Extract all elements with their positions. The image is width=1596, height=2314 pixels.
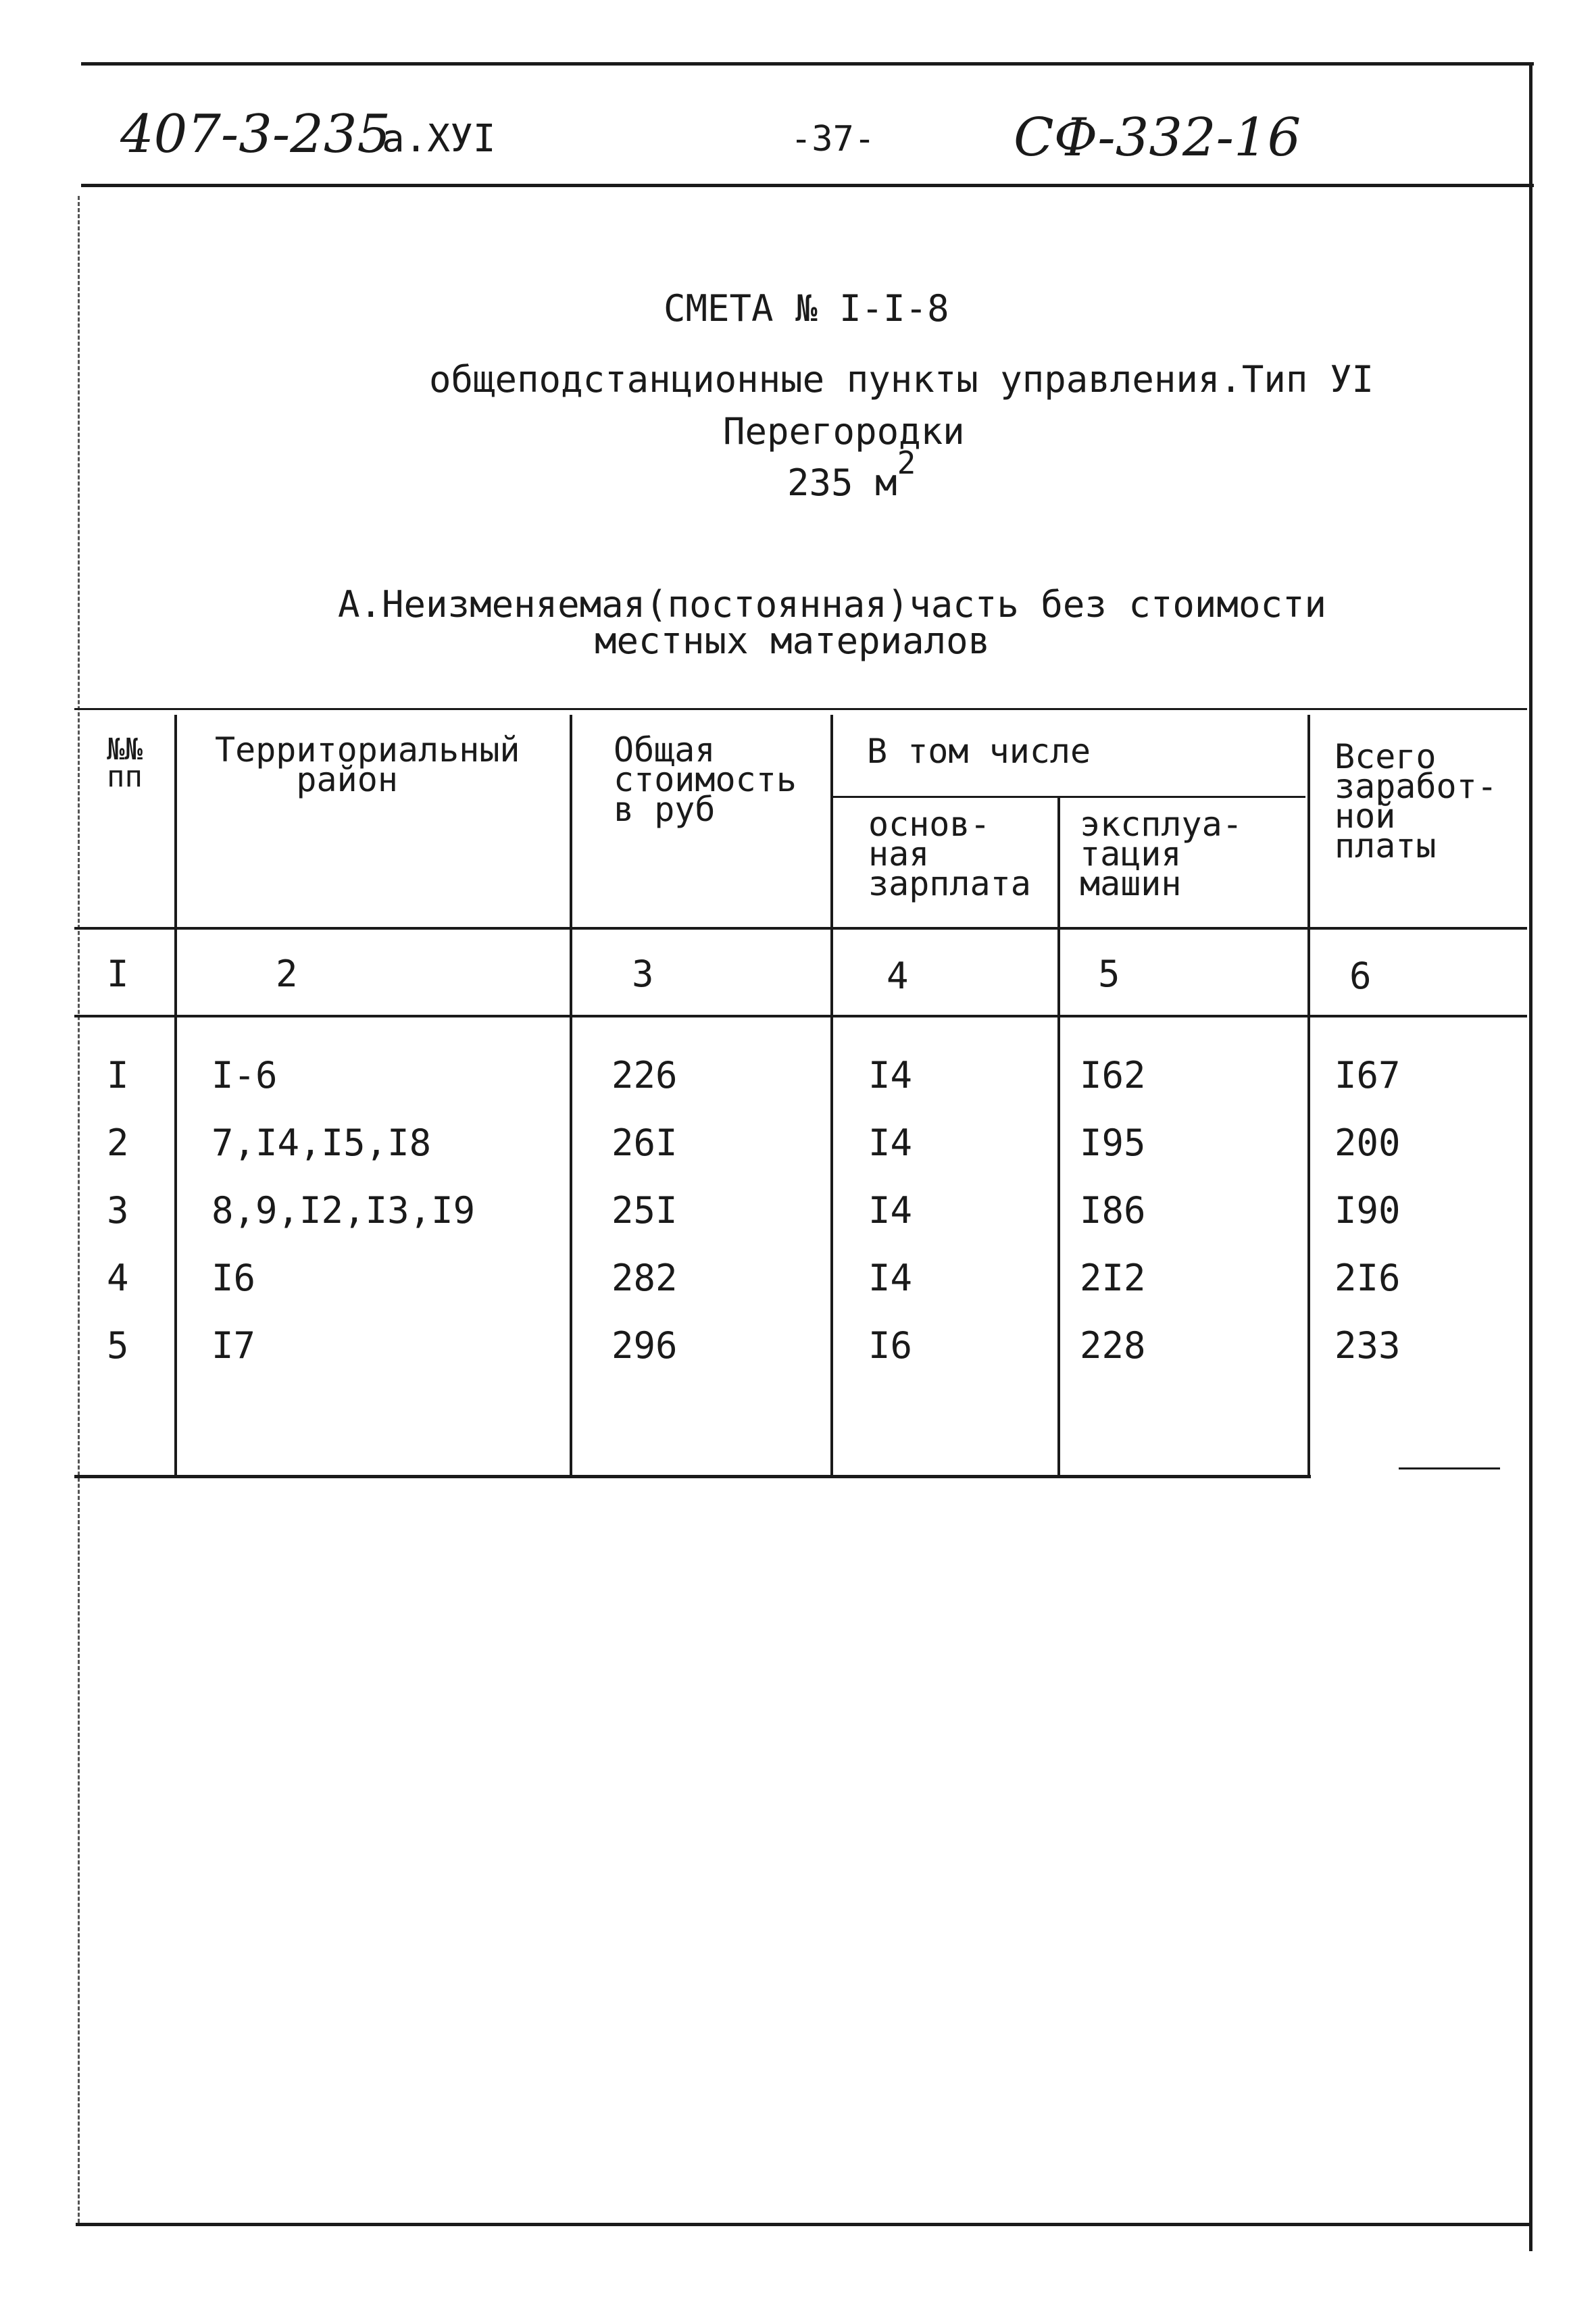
estimate-subtitle: общеподстанционные пункты управления.Тип УI [429,358,1374,401]
table-top-rule [74,708,1527,710]
row-number: I [107,1054,129,1097]
col-number-4: 4 [887,955,909,997]
doc-code: 407-3-235 [120,104,391,165]
total-cost: 25I [612,1189,678,1232]
col-number-6: 6 [1349,955,1372,997]
base-salary: I4 [868,1189,913,1232]
header-including: В том числе [867,732,1091,771]
estimate-object: Перегородки [723,410,965,453]
table-col-divider-1 [174,715,177,1477]
row-number: 5 [107,1324,129,1367]
table-col-divider-2 [570,715,572,1477]
machine-operation: I62 [1080,1054,1146,1097]
col-number-3: 3 [632,953,654,995]
estimate-title: СМЕТА № I-I-8 [664,287,949,330]
district-codes: 7,I4,I5,I8 [211,1122,432,1164]
area-unit-exponent: 2 [897,445,916,481]
frame-right-border [1529,62,1532,2251]
total-wages: 233 [1335,1324,1401,1367]
total-cost: 296 [612,1324,678,1367]
header-total-cost: Общая стоимость в руб [614,730,797,829]
frame-bottom-border [76,2223,1532,2226]
base-salary: I4 [868,1257,913,1299]
total-cost: 282 [612,1257,678,1299]
col-number-1: I [107,953,129,995]
col-number-2: 2 [276,953,298,995]
col-number-5: 5 [1098,953,1120,995]
row-number: 4 [107,1257,129,1299]
table-bottom-rule [74,1475,1311,1478]
total-wages: I90 [1335,1189,1401,1232]
frame-header-divider [81,184,1534,187]
base-salary: I4 [868,1054,913,1097]
total-wages: 200 [1335,1122,1401,1164]
base-salary: I6 [868,1324,913,1367]
header-machine-operation: эксплуа- тация машин [1080,805,1243,903]
district-codes: I7 [211,1324,256,1367]
table-bottom-rule-tail [1399,1467,1500,1469]
header-row-number: №№ пп [107,732,143,794]
district-codes: I-6 [211,1054,278,1097]
total-wages: 2I6 [1335,1257,1401,1299]
estimate-area [787,445,916,504]
table-col-divider-4 [1057,797,1060,1477]
section-heading-line1: А.Неизменяемая(постоянная)часть без стоимости [338,583,1326,626]
machine-operation: I95 [1080,1122,1146,1164]
table-group-subrule [832,796,1305,798]
album-number: а.XУI [382,117,496,161]
total-cost: 226 [612,1054,678,1097]
page-number: -37- [791,119,876,159]
total-wages: I67 [1335,1054,1401,1097]
machine-operation: 228 [1080,1324,1146,1367]
district-codes: 8,9,I2,I3,I9 [211,1189,476,1232]
frame-top-border [81,62,1534,66]
row-number: 3 [107,1189,129,1232]
sheet-code: СФ-332-16 [1014,107,1301,168]
total-cost: 26I [612,1122,678,1164]
table-col-divider-5 [1307,715,1310,1477]
section-heading-line2: местных материалов [595,620,991,662]
frame-left-dashed-border [78,196,80,2223]
machine-operation: I86 [1080,1189,1146,1232]
area-value: 235 м [787,461,897,504]
district-codes: I6 [211,1257,256,1299]
header-base-salary: основ- ная зарплата [868,805,1031,903]
table-col-divider-3 [830,715,833,1477]
header-territorial-district: Территориальный район [215,730,520,799]
header-total-wages: Всего заработ- ной платы [1335,737,1497,865]
machine-operation: 2I2 [1080,1257,1146,1299]
row-number: 2 [107,1122,129,1164]
base-salary: I4 [868,1122,913,1164]
